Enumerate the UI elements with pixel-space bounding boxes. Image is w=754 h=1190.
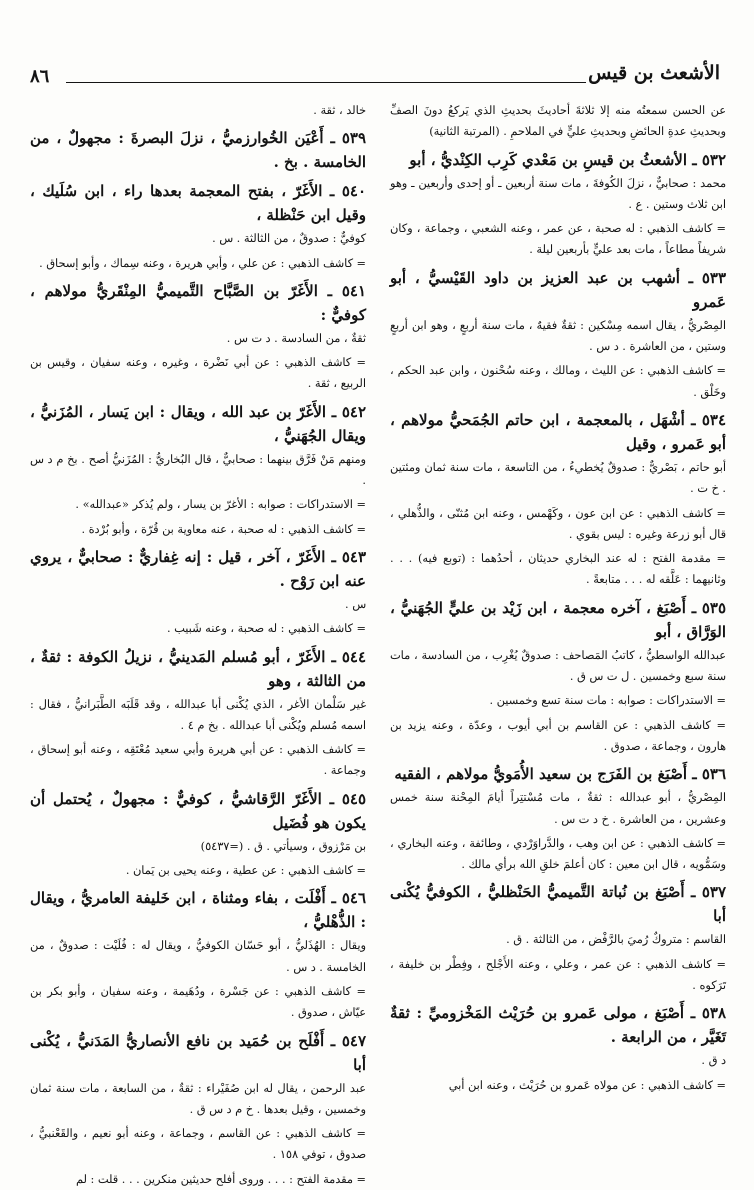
entry-note: = كاشف الذهبي : له صحبة ، عن عمر ، وعنه الشعبي ، وجماعة ، وكان شريفاً مطاعاً ، مات بعد عليٍّ بأربعين ليلة . [390, 222, 726, 257]
entry-note: = كاشف الذهبي : عن الليث ، ومالك ، وعنه سُحْنون ، وابن عبد الحكم ، وخَلْق . [390, 364, 726, 399]
entry-text: ومنهم مَنْ فَرَّق بينهما : صحابيٌّ ، قال البُخاريُّ : المُزَنيُّ أصح . بخ م د س . [30, 452, 366, 488]
entry-heading: ٥٣٨ ـ أَصْبَغ ، مولى عَمرو بن حُرَيْث المَخْزوميِّ : ثقةٌ تَغَيَّر ، من الرابعة . [390, 1004, 726, 1047]
entry-text: كوفيٌّ : صدوقٌ ، من الثالثة . س . [212, 232, 366, 246]
entry-note: = الاستدراكات : صوابه : مات سنة تسع وخمسين . [489, 694, 726, 708]
entry-heading: ٥٣٣ ـ أشهب بن عبد العزيز بن داود القَيْسيُّ ، أبو عَمرو [390, 268, 726, 311]
entry-text: س . [345, 597, 366, 611]
entry-text: عن الحسن سمعتُه منه إلا ثلاثةَ أحاديثَ بحديثِ الذي يَركعُ دونَ الصفِّ وبحديثِ عدةِ الحائضِ وبحديثِ عليٍّ في الملاحمِ . (المرتبة الثانية) [390, 104, 726, 139]
entry-note: = كاشف الذهبي : عن القاسم بن أبي أيوب ، وعدّة ، وعنه يزيد بن هارون ، وجماعة ، صدوق . [390, 718, 726, 753]
entry-note: = الاستدراكات : صوابه : الأغرّ بن يسار ، ولم يُذكر «عبدالله» . [75, 498, 366, 512]
entry-note: = كاشف الذهبي : عن علي ، وأبي هريرة ، وعنه سِماك ، وأبو إسحاق . [39, 256, 366, 270]
entry-note: = كاشف الذهبي : عن مولاه عَمرو بن حُرَيْث ، وعنه ابن أبي [448, 1078, 726, 1092]
entry-text: عبدالله الواسطيُّ ، كاتبُ المَصاحف : صدوقٌ يُغْرِب ، من السادسة ، مات سنة سبع وخمسين . ل ت س ق . [390, 648, 726, 684]
entry-heading: ٥٣٧ ـ أَصْبَغ بن نُباتة التَّميميُّ الحَنْظليُّ ، الكوفيُّ يُكْنى أبا [390, 883, 726, 926]
entry-heading: ٥٣٤ ـ أشْهَل ، بالمعجمة ، ابن حاتم الجُمَحيُّ مولاهم ، أبو عَمرو ، وقيل [390, 410, 726, 453]
entry-note: = مقدمة الفتح : له عند البخاري حديثان ، أحدُهما : (توبع فيه) . . . وثانيهما : عَلَّقه له . . . متابعةً . [390, 552, 726, 587]
entry-text: خالد ، ثقة . [313, 104, 366, 117]
entry-heading: ٥٤٢ ـ الأَغَرّ بن عبد الله ، ويقال : ابن يَسار ، المُزَنيُّ ، ويقال الجُهَنيُّ ، [30, 402, 366, 445]
entry-text: د ق . [701, 1054, 726, 1068]
entry-note: = كاشف الذهبي : عن عطية ، وعنه يحيى بن يَمان . [125, 864, 366, 878]
entry-note: = كاشف الذهبي : عن عمر ، وعلي ، وعنه الأَجْلح ، وفِطْر بن خليفة ، تَرَكوه . [390, 957, 726, 993]
entry-text: غير سَلْمان الأغر ، الذي يُكْنى أبا عبدالله ، وقد قَلَبَه الطَّبَرانيُّ ، فقال : اسمه مُسلم ويُكْنى أبا عبدالله . بخ م ٤ . [30, 697, 366, 732]
entry-text: المِصْريُّ ، يقال اسمه مِسْكين : ثقةٌ فقيهٌ ، مات سنة أربعٍ ، وهو ابن أربعٍ وستين ، من العاشرة . د س . [390, 318, 726, 354]
right-column [390, 100, 726, 1092]
entry-heading: ٥٣٥ ـ أَصْبَغ ، آخره معجمة ، ابن زَيْد بن عليٍّ الجُهَنيُّ ، الوَرَّاق ، أبو [390, 598, 726, 641]
entry-note: = مقدمة الفتح : . . . وروى أفلح حديثين منكرين . . . قلت : لم [75, 1172, 366, 1186]
running-title: الأشعث بن قيس [588, 62, 720, 84]
entry-text: ثقةٌ ، من السادسة . د ت س . [226, 331, 366, 345]
entry-note: = كاشف الذهبي : عن ابن عون ، وكَهْمس ، وعنه ابن مُثنّى ، والذُّهلي ، قال أبو زرعة وغيره : ليس بقوي . [390, 506, 726, 541]
entry-text: عبد الرحمن ، يقال له ابن صُفَيْراء : ثقةٌ ، من السابعة ، مات سنة ثمان وخمسين ، وقيل بعدها . خ م د س ق . [30, 1081, 366, 1116]
entry-note: = كاشف الذهبي : عن جَسْرة ، ودُهَيمة ، وعنه سفيان ، وأبو بكر بن عيّاش ، صدوق . [30, 984, 366, 1020]
entry-heading: ٥٣٢ ـ الأشعثُ بن قيسِ بن مَعْدي كَرِب الكِنْديُّ ، أبو [409, 150, 726, 169]
entry-heading: ٥٤٦ ـ أَفْلَت ، بفاء ومثناة ، ابن خَليفة العامريُّ ، ويقال : الذُّهْليُّ ، [30, 889, 366, 932]
entry-heading: ٥٤٣ ـ الأَغَرّ ، آخر ، قيل : إنه غِفاريٌّ : صحابيٌّ ، يروي عنه ابن رَوْح . [30, 547, 366, 590]
entry-text: بن مَرْزوق ، وسيأتي . ق . (=٥٤٣٧) [200, 839, 366, 853]
page-header [30, 58, 720, 92]
entry-text: أبو حاتم ، بَصْريٌّ : صدوقٌ يُخطيءُ ، من التاسعة ، مات سنة ثمان ومئتين . خ ت . [390, 460, 726, 496]
entry-heading: ٥٣٦ ـ أَصْبَغ بن الفَرَج بن سعيد الأُمَويُّ مولاهم ، الفقيه [394, 765, 726, 784]
entry-note: = كاشف الذهبي : عن القاسم ، وجماعة ، وعنه أبو نعيم ، والقَعْنبيُّ ، صدوق ، توفي ١٥٨ . [30, 1127, 366, 1162]
entry-text: المِصْريُّ ، أبو عبدالله : ثقةٌ ، مات مُسْتتِراً أيامَ المِحْنة سنة خمس وعشرين ، من العاشرة . خ د ت س . [390, 791, 726, 826]
entry-heading: ٥٤٧ ـ أَفْلَح بن حُمَيد بن نافع الأنصاريُّ المَدَنيُّ ، يُكْنى أبا [30, 1031, 366, 1074]
left-column [30, 100, 366, 1186]
entry-text: القاسم : متروكٌ رُميَ بالرَّفْض ، من الثالثة . ق . [506, 933, 726, 947]
entry-text: محمد : صحابيٌّ ، نزلَ الكُوفةَ ، مات سنة أربعين ـ أو إحدى وأربعين ـ وهو ابن ثلاث وستين . ع . [390, 176, 726, 211]
entry-note: = كاشف الذهبي : عن ابن وهب ، والدَّراوَرْدي ، وطائفة ، وعنه البخاري ، وسَمُّويه ، قال ابن معين : كان أعلمَ خلقِ الله برأي مالك . [390, 836, 726, 872]
header-rule [66, 82, 586, 83]
entry-note: = كاشف الذهبي : عن أبي نَضْرة ، وغيره ، وعنه سفيان ، وقيس بن الربيع ، ثقة . [30, 356, 366, 391]
entry-note: = كاشف الذهبي : عن أبي هريرة وأبي سعيد مُعْتَقِه ، وعنه أبو إسحاق ، وجماعة . [30, 743, 366, 778]
entry-note: = كاشف الذهبي : له صحبة ، عنه معاوية بن قُرّة ، وأبو بُرْدة . [81, 522, 366, 536]
entry-heading: ٥٤٥ ـ الأَغَرّ الرَّقاشيُّ ، كوفيٌّ : مجهولٌ ، يُحتمل أن يكون هو فُضَيل [30, 789, 366, 832]
page-number: ٨٦ [30, 66, 50, 87]
entry-heading: ٥٤٤ ـ الأَغَرّ ، أبو مُسلم المَدينيُّ ، نزيلُ الكوفة : ثقةٌ ، من الثالثة ، وهو [30, 647, 366, 690]
entry-heading: ٥٣٩ ـ أَعْيَن الخُوارزميُّ ، نزلَ البصرةَ : مجهولٌ ، من الخامسة . بخ . [30, 129, 366, 172]
entry-note: = كاشف الذهبي : له صحبة ، وعنه شَبيب . [167, 622, 366, 636]
entry-heading: ٥٤٠ ـ الأَغَرّ ، بفتح المعجمة بعدها راء ، ابن سُلَيك ، وقيل ابن حَنْظلة ، [30, 182, 366, 225]
entry-heading: ٥٤١ ـ الأَغَرّ بن الصَّبَّاح التَّميميُّ المِنْقَريُّ مولاهم ، كوفيٌّ : [30, 281, 366, 324]
entry-text: ويقال : الهُذَليُّ ، أبو حَسّان الكوفيُّ ، ويقال له : فُلَيْت : صدوقٌ ، من الخامسة . د س . [30, 939, 366, 974]
